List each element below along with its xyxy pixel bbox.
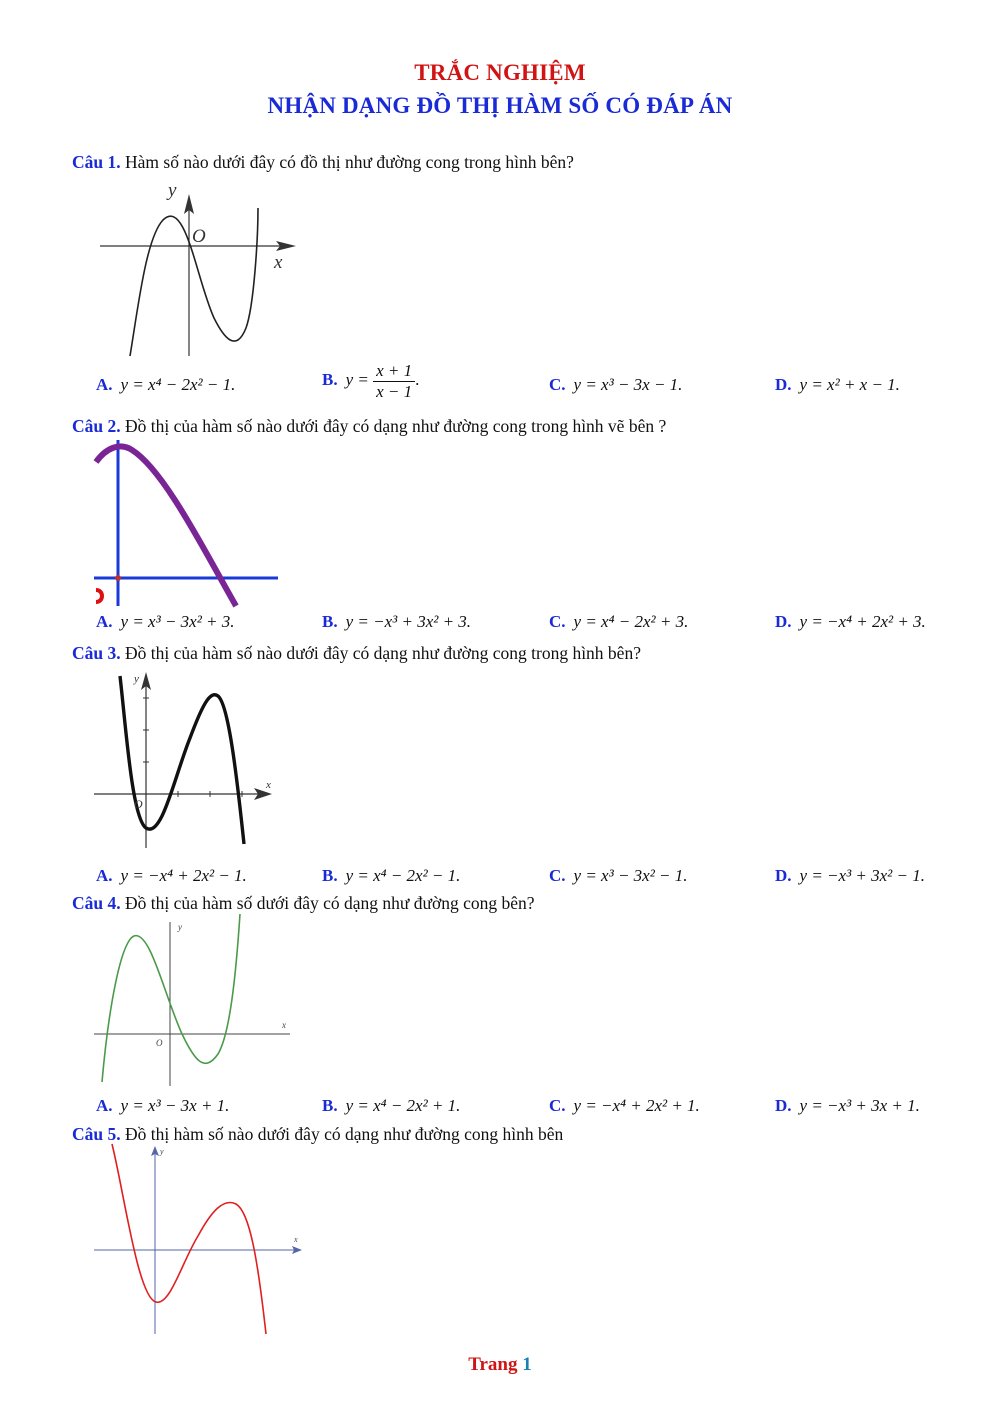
question-2: [72, 416, 666, 437]
option-label: A.: [96, 866, 113, 885]
question-5-label: Câu 5.: [72, 1124, 121, 1144]
question-5-curve: [112, 1144, 266, 1334]
question-2-label: Câu 2.: [72, 416, 121, 436]
option-label: D.: [775, 866, 792, 885]
option-formula: y = −x³ + 3x² + 3.: [345, 612, 472, 631]
option-label: A.: [96, 375, 113, 394]
question-3-option-c[interactable]: [549, 866, 688, 886]
option-label: C.: [549, 866, 566, 885]
option-label: C.: [549, 375, 566, 394]
question-5-y-label: y: [160, 1147, 164, 1156]
option-label: A.: [96, 1096, 113, 1115]
option-formula: y = x⁴ − 2x² + 3.: [573, 612, 689, 631]
page-title: TRẮC NGHIỆM: [414, 60, 586, 85]
question-5-text: Đồ thị hàm số nào dưới đây có dạng như đường cong hình bên: [125, 1124, 564, 1144]
question-2-option-c[interactable]: [549, 612, 688, 632]
question-3-text: Đồ thị của hàm số nào dưới đây có dạng như đường cong trong hình bên?: [125, 643, 641, 663]
question-3-label: Câu 3.: [72, 643, 121, 663]
question-1-text: Hàm số nào dưới đây có đồ thị như đường cong trong hình bên?: [125, 152, 574, 172]
option-label: D.: [775, 612, 792, 631]
question-4: [72, 893, 535, 914]
question-4-option-d[interactable]: [775, 1096, 920, 1116]
question-4-origin-label: O: [156, 1038, 163, 1048]
option-formula: y = x³ − 3x + 1.: [120, 1096, 230, 1115]
question-2-option-d[interactable]: [775, 612, 926, 632]
question-2-text: Đồ thị của hàm số nào dưới đây có dạng như đường cong trong hình vẽ bên ?: [125, 416, 667, 436]
option-label: B.: [322, 612, 338, 631]
question-3-option-a[interactable]: [96, 866, 247, 886]
question-4-option-b[interactable]: [322, 1096, 460, 1116]
question-5-x-label: x: [294, 1235, 298, 1244]
question-1-graph: [96, 178, 306, 363]
option-formula: y = −x⁴ + 2x² + 1.: [573, 1096, 700, 1115]
question-1-option-b[interactable]: [322, 361, 419, 401]
footer-label: Trang: [468, 1354, 518, 1375]
question-4-text: Đồ thị của hàm số dưới đây có dạng như đường cong bên?: [125, 893, 535, 913]
question-2-option-a[interactable]: [96, 612, 235, 632]
question-1-x-label: x: [274, 252, 283, 273]
question-1-option-d[interactable]: [775, 375, 900, 395]
page-subtitle: NHẬN DẠNG ĐỒ THỊ HÀM SỐ CÓ ĐÁP ÁN: [267, 93, 733, 118]
option-formula: y = −x⁴ + 2x² − 1.: [120, 866, 247, 885]
option-formula-suffix: .: [415, 369, 420, 389]
fraction-numerator: x + 1: [373, 361, 415, 382]
question-4-curve: [102, 914, 240, 1082]
option-label: B.: [322, 1096, 338, 1115]
question-1-option-c[interactable]: [549, 375, 682, 395]
question-3-origin-label: O: [134, 797, 143, 811]
option-fraction: [373, 361, 415, 401]
option-label: A.: [96, 612, 113, 631]
question-1-y-label: y: [168, 180, 177, 201]
option-formula: y = x⁴ − 2x² − 1.: [120, 375, 236, 394]
question-4-option-a[interactable]: [96, 1096, 229, 1116]
question-3-curve: [120, 676, 244, 844]
question-1-origin-label: O: [192, 226, 206, 247]
option-formula: y = x² + x − 1.: [799, 375, 900, 394]
option-formula-prefix: y =: [345, 369, 369, 389]
question-4-option-c[interactable]: [549, 1096, 700, 1116]
option-label: D.: [775, 1096, 792, 1115]
option-formula: y = x³ − 3x² + 3.: [120, 612, 235, 631]
option-formula: y = x⁴ − 2x² + 1.: [345, 1096, 461, 1115]
option-formula: y = x³ − 3x − 1.: [573, 375, 683, 394]
question-4-label: Câu 4.: [72, 893, 121, 913]
question-3-y-label: y: [134, 673, 139, 685]
question-2-option-b[interactable]: [322, 612, 471, 632]
page-footer: [0, 1354, 1000, 1376]
question-5-graph: [94, 1142, 306, 1334]
question-3-option-b[interactable]: [322, 866, 460, 886]
question-3-option-d[interactable]: [775, 866, 925, 886]
option-label: B.: [322, 369, 338, 389]
option-label: C.: [549, 1096, 566, 1115]
question-4-y-label: y: [178, 922, 182, 932]
fraction-denominator: x − 1: [376, 381, 413, 401]
question-3-graph: [94, 668, 284, 848]
option-formula: y = −x⁴ + 2x² + 3.: [799, 612, 926, 631]
option-formula: y = −x³ + 3x + 1.: [799, 1096, 920, 1115]
option-formula: y = x⁴ − 2x² − 1.: [345, 866, 461, 885]
option-label: C.: [549, 612, 566, 631]
option-label: B.: [322, 866, 338, 885]
question-4-x-label: x: [282, 1020, 286, 1030]
option-label: D.: [775, 375, 792, 394]
question-2-graph: [94, 440, 280, 606]
question-1-option-a[interactable]: [96, 375, 235, 395]
question-1-label: Câu 1.: [72, 152, 121, 172]
option-formula: y = −x³ + 3x² − 1.: [799, 866, 925, 885]
question-4-graph: [94, 914, 294, 1086]
question-1: [72, 152, 574, 173]
footer-page-number: 1: [522, 1354, 532, 1375]
option-formula: y = x³ − 3x² − 1.: [573, 866, 688, 885]
question-3: [72, 643, 641, 664]
question-3-x-label: x: [266, 779, 271, 791]
